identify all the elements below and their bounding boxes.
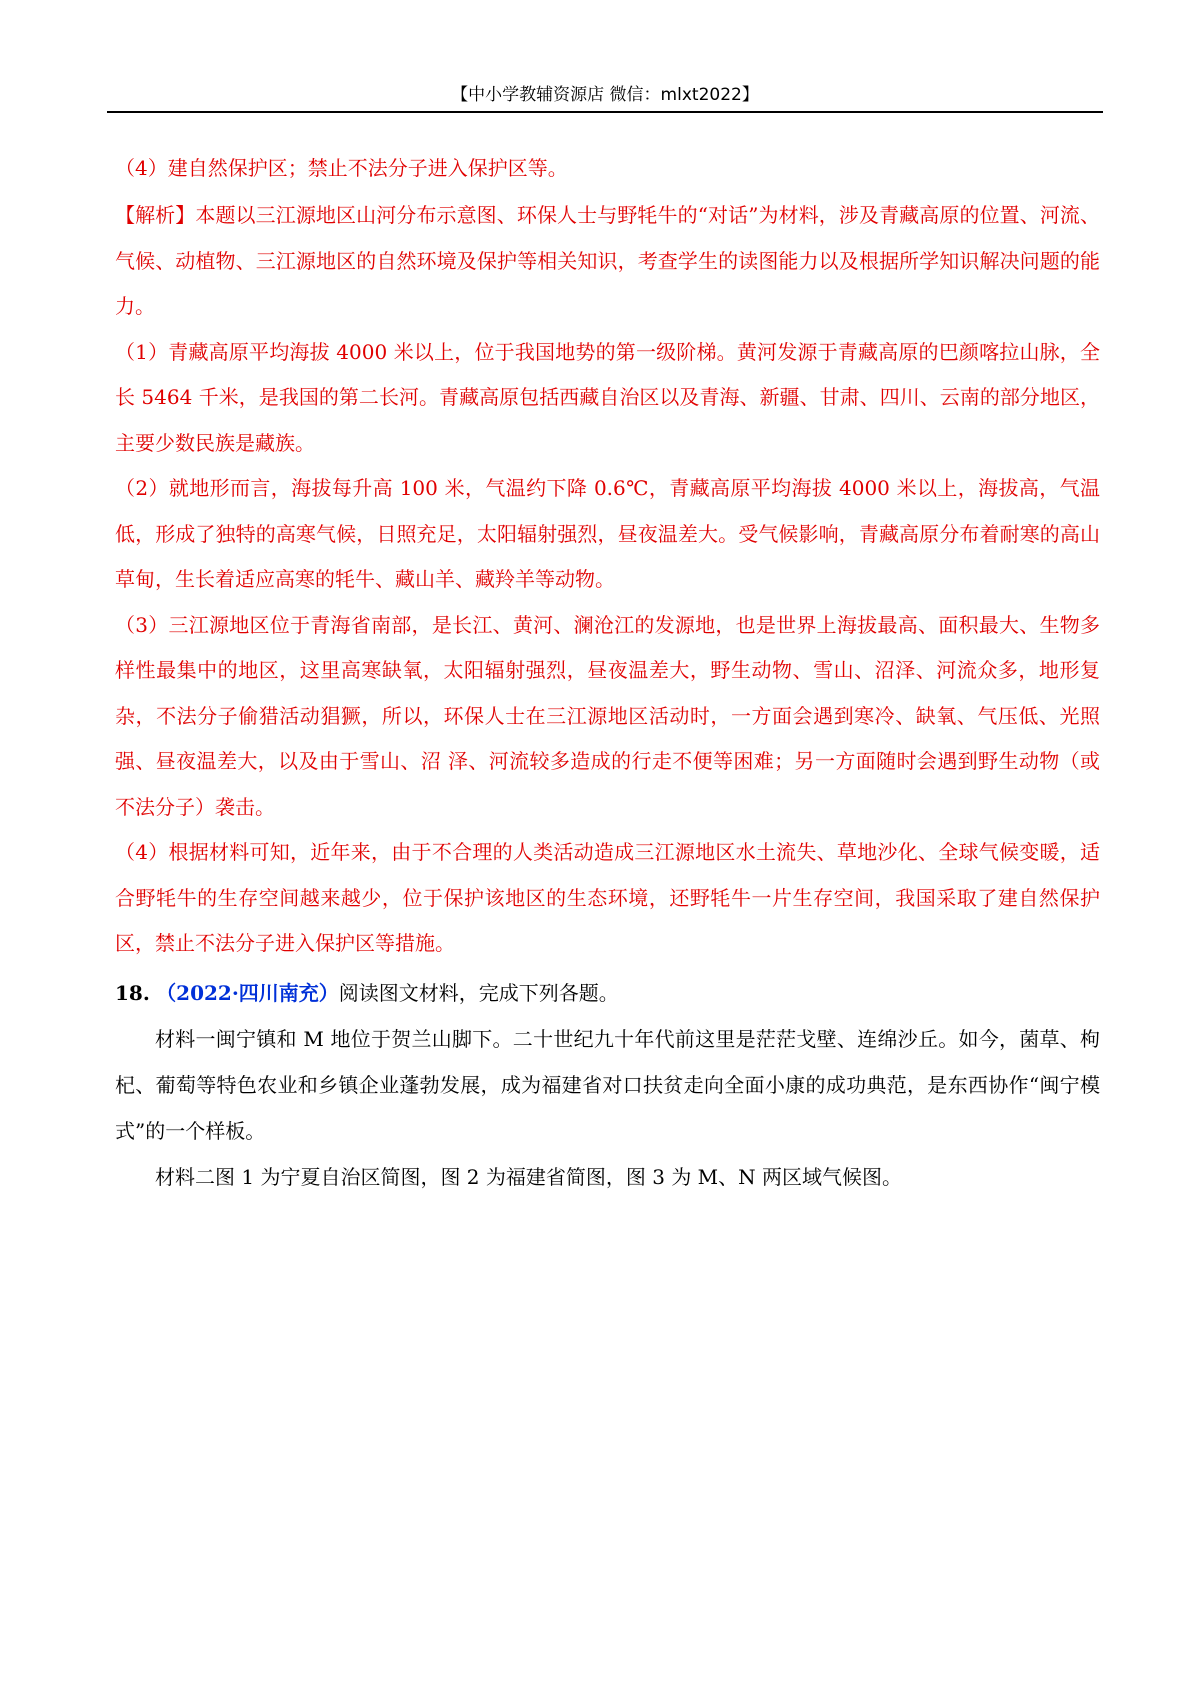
question-prompt: 阅读图文材料，完成下列各题。 xyxy=(338,980,619,1005)
page-header: 【中小学教辅资源店 微信：mlxt2022】 xyxy=(451,85,759,105)
analysis-intro-text: 本题以三江源地区山河分布示意图、环保人士与野牦牛的“对话”为材料，涉及青藏高原的位置、河流、气候、动植物、三江源地区的自然环境及保护等相关知识，考查学生的读图能力以及根据所学知识解决问题的能力。 xyxy=(115,203,1100,318)
material-2: 材料二图 1 为宁夏自治区简图，图 2 为福建省简图，图 3 为 M、N 两区域气候图。 xyxy=(155,1164,903,1189)
question-number: 18. xyxy=(115,980,150,1005)
analysis-intro xyxy=(115,193,1100,330)
header-divider xyxy=(107,111,1103,113)
analysis-part-1: （1）青藏高原平均海拔 4000 米以上，位于我国地势的第一级阶梯。黄河发源于青藏高原的巴颜喀拉山脉，全长 5464 千米，是我国的第二长河。青藏高原包括西藏自治区以及青海、新疆、甘肃、四川、云南的部分地区，主要少数民族是藏族。 xyxy=(115,339,1100,455)
analysis-label: 【解析】 xyxy=(115,203,196,227)
material-1: 材料一闽宁镇和 M 地位于贺兰山脚下。二十世纪九十年代前这里是茫茫戈壁、连绵沙丘。如今，菌草、枸杞、葡萄等特色农业和乡镇企业蓬勃发展，成为福建省对口扶贫走向全面小康的成功典范，是东西协作“闽宁模式”的一个样板。 xyxy=(115,1026,1100,1143)
analysis-part-3: （3）三江源地区位于青海省南部，是长江、黄河、澜沧江的发源地，也是世界上海拔最高、面积最大、生物多样性最集中的地区，这里高寒缺氧，太阳辐射强烈，昼夜温差大，野生动物、雪山、沼泽、河流众多，地形复杂，不法分子偷猎活动猖獗，所以，环保人士在三江源地区活动时，一方面会遇到寒冷、缺氧、气压低、光照强、昼夜温差大，以及由于雪山、沼 泽、河流较多造成的行走不便等困难；另一方面随时会遇到野生动物（或不法分子）袭击。 xyxy=(115,612,1100,819)
analysis-part-4: （4）根据材料可知，近年来，由于不合理的人类活动造成三江源地区水土流失、草地沙化、全球气候变暖，适合野牦牛的生存空间越来越少，位于保护该地区的生态环境，还野牦牛一片生存空间，我国采取了建自然保护区，禁止不法分子进入保护区等措施。 xyxy=(115,840,1100,955)
answer-4-short: （4）建自然保护区；禁止不法分子进入保护区等。 xyxy=(115,156,568,180)
page-content xyxy=(115,150,1100,1200)
analysis-part-2: （2）就地形而言，海拔每升高 100 米，气温约下降 0.6℃，青藏高原平均海拔 4000 米以上，海拔高，气温低，形成了独特的高寒气候，日照充足，太阳辐射强烈，昼夜温差大。受气候影响，青藏高原分布着耐寒的高山草甸，生长着适应高寒的牦牛、藏山羊、藏羚羊等动物。 xyxy=(115,476,1100,591)
question-18-heading xyxy=(115,970,1100,1016)
question-source: （2022·四川南充） xyxy=(156,980,339,1005)
